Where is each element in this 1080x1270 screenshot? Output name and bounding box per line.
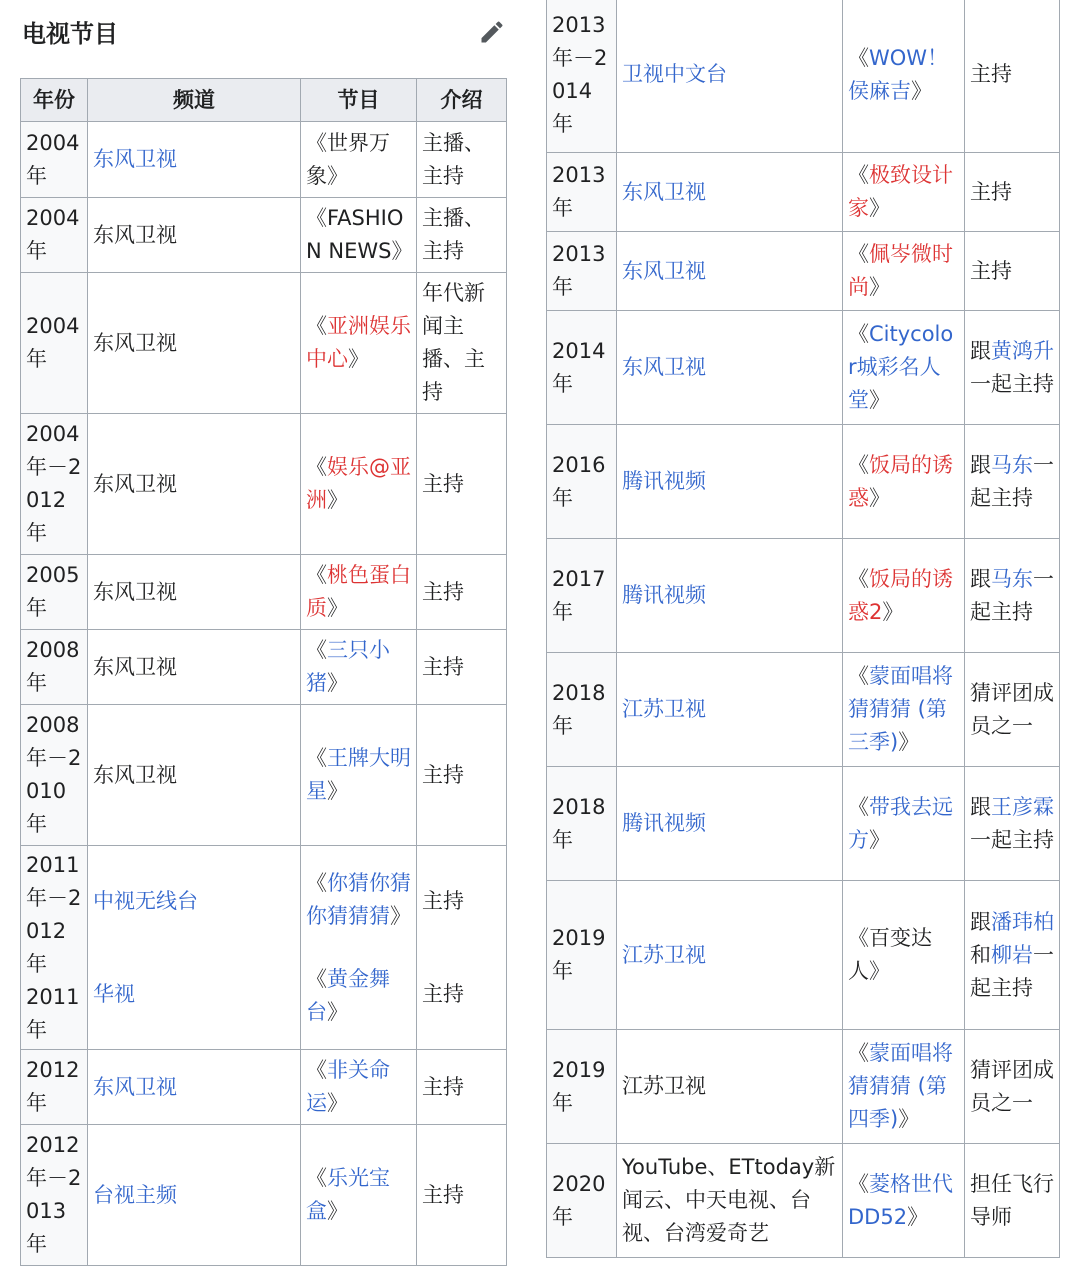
program-cell: 《王牌大明星》: [301, 705, 417, 846]
program-cell: 《桃色蛋白质》: [301, 555, 417, 630]
channel-link[interactable]: 中视无线台: [93, 888, 198, 913]
header-row: [21, 79, 507, 122]
intro-cell: 主持: [965, 0, 1060, 153]
program-link[interactable]: 王牌大明星: [306, 746, 411, 803]
program-cell: 《WOW！侯麻吉》: [843, 0, 965, 153]
channel-cell: [617, 539, 843, 653]
program-link[interactable]: 三只小猪: [306, 638, 390, 695]
section-title: 电视节目: [22, 20, 118, 48]
channel-cell: 东风卫视: [88, 414, 301, 555]
program-link[interactable]: 桃色蛋白质: [306, 563, 411, 620]
pencil-icon[interactable]: [478, 18, 506, 46]
intro-cell: 主持: [417, 414, 507, 555]
program-link[interactable]: 带我去远方: [848, 794, 953, 852]
table-row: [547, 1030, 1060, 1144]
year-cell: 2012年－2013年: [21, 1125, 88, 1266]
intro-cell: 担任飞行导师: [965, 1144, 1060, 1258]
channel-link[interactable]: 江苏卫视: [622, 942, 706, 967]
year-cell: 2008年－2010年: [21, 705, 88, 846]
channel-cell: [617, 653, 843, 767]
year-cell: 2013年: [547, 153, 617, 232]
channel-link[interactable]: 东风卫视: [622, 179, 706, 204]
header-year: 年份: [21, 79, 88, 122]
channel-link[interactable]: 华视: [93, 981, 135, 1006]
program-link[interactable]: 饭局的诱惑: [848, 452, 953, 510]
channel-link[interactable]: 东风卫视: [93, 1074, 177, 1099]
tv-programs-table-right: [546, 0, 1060, 1258]
program-cell: 《世界万象》: [301, 122, 417, 198]
program-cell: 《乐光宝盒》: [301, 1125, 417, 1266]
table-row: [547, 539, 1060, 653]
channel-cell: 东风卫视: [88, 198, 301, 273]
channel-cell: 东风卫视: [88, 630, 301, 705]
year-cell: 2008年: [21, 630, 88, 705]
program-cell: 《百变达人》: [843, 881, 965, 1030]
table-row: [547, 1144, 1060, 1258]
program-cell: 《FASHION NEWS》: [301, 198, 417, 273]
program-link[interactable]: WOW！侯麻吉: [848, 45, 949, 103]
table-row: [547, 153, 1060, 232]
year-cell: 2005年: [21, 555, 88, 630]
intro-cell: 主持 主持: [417, 846, 507, 1050]
program-cell: 《饭局的诱惑2》: [843, 539, 965, 653]
channel-cell: YouTube、ETtoday新闻云、中天电视、台视、台湾爱奇艺: [617, 1144, 843, 1258]
person-link[interactable]: 黄鸿升: [991, 338, 1054, 363]
channel-link[interactable]: 腾讯视频: [622, 811, 706, 835]
program-cell: 《带我去远方》: [843, 767, 965, 881]
table-row: [21, 122, 507, 198]
year-cell: 2013年－2014年: [547, 0, 617, 153]
intro-cell: 猜评团成员之一: [965, 1030, 1060, 1144]
channel-cell: [88, 846, 301, 1050]
intro-cell: 主持: [965, 232, 1060, 311]
program-link[interactable]: 极致设计家: [848, 163, 953, 220]
table-row: [547, 311, 1060, 425]
program-cell: 《饭局的诱惑》: [843, 425, 965, 539]
program-link[interactable]: 饭局的诱惑2: [848, 566, 953, 624]
channel-cell: [617, 153, 843, 232]
intro-cell: 主持: [417, 1050, 507, 1125]
intro-cell: 跟黄鸿升一起主持: [965, 311, 1060, 425]
intro-cell: 主持: [417, 630, 507, 705]
program-cell: 《蒙面唱将猜猜猜 (第四季)》: [843, 1030, 965, 1144]
channel-cell: 东风卫视: [88, 555, 301, 630]
channel-cell: 东风卫视: [88, 705, 301, 846]
year-cell: 2019年: [547, 1030, 617, 1144]
intro-cell: 跟王彦霖一起主持: [965, 767, 1060, 881]
program-cell: 《你猜你猜你猜猜猜》 《黄金舞台》: [301, 846, 417, 1050]
intro-cell: 主持: [417, 555, 507, 630]
year-cell: 2016年: [547, 425, 617, 539]
program-cell: 《三只小猪》: [301, 630, 417, 705]
person-link[interactable]: 王彦霖: [991, 794, 1054, 819]
table-row: [21, 555, 507, 630]
table-row: [21, 273, 507, 414]
program-cell: 《蒙面唱将猜猜猜 (第三季)》: [843, 653, 965, 767]
tv-programs-table-left: [20, 78, 507, 1266]
program-link[interactable]: Citycolor城彩名人堂: [848, 322, 954, 412]
intro-cell: 主持: [965, 153, 1060, 232]
channel-cell: [88, 122, 301, 198]
program-cell: 《Citycolor城彩名人堂》: [843, 311, 965, 425]
header-intro: 介绍: [417, 79, 507, 122]
table-row: [21, 630, 507, 705]
channel-cell: [88, 1050, 301, 1125]
channel-link[interactable]: 卫视中文台: [622, 62, 727, 86]
channel-cell: [617, 425, 843, 539]
channel-link[interactable]: 东风卫视: [622, 258, 706, 283]
year-cell: 2004年: [21, 198, 88, 273]
table-row: [21, 1050, 507, 1125]
program-link[interactable]: 蒙面唱将猜猜猜 (第四季): [848, 1041, 953, 1131]
channel-cell: 江苏卫视: [617, 1030, 843, 1144]
year-cell: 2004年: [21, 273, 88, 414]
channel-cell: [617, 232, 843, 311]
intro-cell: 跟潘玮柏和柳岩一起主持: [965, 881, 1060, 1030]
program-cell: 《非关命运》: [301, 1050, 417, 1125]
person-link[interactable]: 马东: [991, 452, 1033, 477]
table-row: [547, 767, 1060, 881]
channel-link[interactable]: 东风卫视: [93, 147, 177, 171]
channel-cell: [617, 311, 843, 425]
channel-cell: [617, 881, 843, 1030]
program-link[interactable]: 蒙面唱将猜猜猜 (第三季): [848, 664, 953, 754]
intro-cell: 跟马东一起主持: [965, 425, 1060, 539]
program-cell: 《佩岑微时尚》: [843, 232, 965, 311]
table-row: [547, 653, 1060, 767]
program-cell: 《极致设计家》: [843, 153, 965, 232]
year-cell: 2018年: [547, 767, 617, 881]
channel-link[interactable]: 东风卫视: [622, 355, 706, 379]
program-link[interactable]: 非关命运: [306, 1058, 390, 1115]
table-row: [21, 705, 507, 846]
channel-link[interactable]: 台视主频: [93, 1182, 177, 1207]
table-row: [547, 881, 1060, 1030]
person-link[interactable]: 潘玮柏: [991, 909, 1054, 934]
channel-link[interactable]: 腾讯视频: [622, 583, 706, 607]
program-cell: 《亚洲娱乐中心》: [301, 273, 417, 414]
intro-cell: 猜评团成员之一: [965, 653, 1060, 767]
channel-cell: [617, 767, 843, 881]
year-cell: 2012年: [21, 1050, 88, 1125]
program-link[interactable]: 黄金舞台: [306, 966, 390, 1024]
channel-link[interactable]: 腾讯视频: [622, 469, 706, 493]
channel-link[interactable]: 江苏卫视: [622, 697, 706, 721]
table-row: [21, 846, 507, 1050]
table-row: [547, 0, 1060, 153]
table-row: [21, 414, 507, 555]
program-cell: 《娱乐@亚洲》: [301, 414, 417, 555]
program-link[interactable]: 娱乐@亚洲: [306, 455, 411, 512]
table-row: [21, 198, 507, 273]
year-cell: 2011年－2012年 2011年: [21, 846, 88, 1050]
year-cell: 2019年: [547, 881, 617, 1030]
table-row: [547, 232, 1060, 311]
year-cell: 2020年: [547, 1144, 617, 1258]
table-row: [547, 425, 1060, 539]
program-link[interactable]: 你猜你猜你猜猜猜: [306, 870, 411, 928]
program-link[interactable]: 乐光宝盒: [306, 1166, 390, 1223]
intro-cell: 主持: [417, 705, 507, 846]
channel-cell: [88, 1125, 301, 1266]
program-cell: 《菱格世代DD52》: [843, 1144, 965, 1258]
year-cell: 2004年－2012年: [21, 414, 88, 555]
program-link[interactable]: 佩岑微时尚: [848, 242, 953, 299]
intro-cell: 主播、主持: [417, 198, 507, 273]
program-link[interactable]: 亚洲娱乐中心: [306, 314, 411, 371]
year-cell: 2014年: [547, 311, 617, 425]
header-channel: 频道: [88, 79, 301, 122]
year-cell: 2018年: [547, 653, 617, 767]
year-cell: 2017年: [547, 539, 617, 653]
header-program: 节目: [301, 79, 417, 122]
year-cell: 2004年: [21, 122, 88, 198]
person-link[interactable]: 柳岩: [991, 942, 1033, 967]
intro-cell: 跟马东一起主持: [965, 539, 1060, 653]
table-row: [21, 1125, 507, 1266]
year-cell: 2013年: [547, 232, 617, 311]
program-link[interactable]: 菱格世代DD52: [848, 1171, 953, 1229]
channel-cell: [617, 0, 843, 153]
intro-cell: 主持: [417, 1125, 507, 1266]
intro-cell: 年代新闻主播、主持: [417, 273, 507, 414]
person-link[interactable]: 马东: [991, 566, 1033, 591]
intro-cell: 主播、主持: [417, 122, 507, 198]
channel-cell: 东风卫视: [88, 273, 301, 414]
